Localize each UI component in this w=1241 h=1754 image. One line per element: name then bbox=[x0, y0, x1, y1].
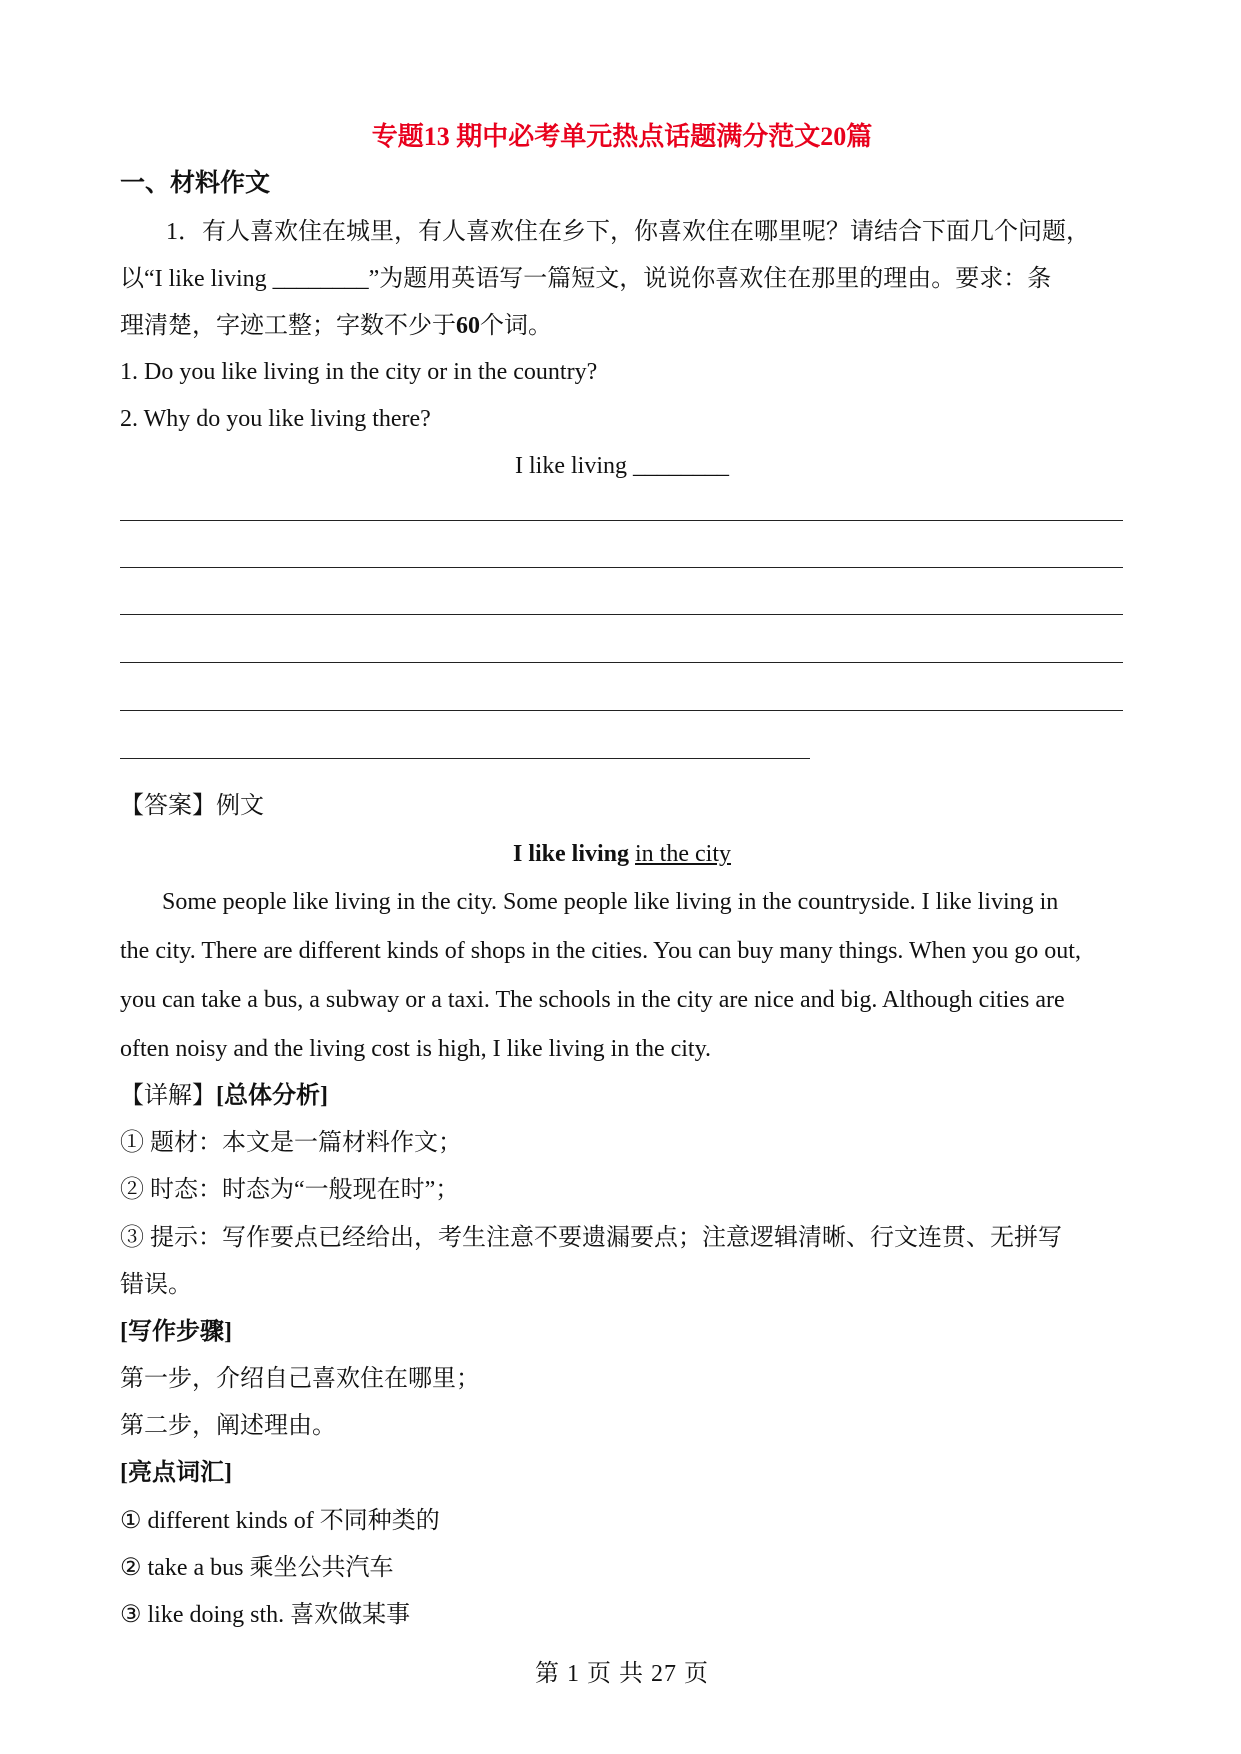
prompt-line-2: 以“I like living ________”为题用英语写一篇短文，说说你喜欢住在那里的理由。要求：条 bbox=[120, 266, 1052, 292]
vocabulary-label: [亮点词汇] bbox=[120, 1460, 232, 1486]
writing-line bbox=[120, 520, 1123, 521]
prompt-line-1: 1．有人喜欢住在城里，有人喜欢住在乡下，你喜欢住在哪里呢？请结合下面几个问题， bbox=[166, 219, 1090, 245]
answer-label: 【答案】例文 bbox=[120, 793, 264, 819]
writing-line bbox=[120, 758, 810, 759]
prompt-line-3-text-b: 个词。 bbox=[480, 313, 552, 339]
writing-line bbox=[120, 662, 1123, 663]
answer-essay-title bbox=[120, 838, 1124, 870]
document-title: 专题13 期中必考单元热点话题满分范文20篇 bbox=[371, 122, 873, 151]
vocabulary-item-2: ② take a bus 乘坐公共汽车 bbox=[120, 1555, 394, 1581]
writing-step-1: 第一步，介绍自己喜欢住在哪里； bbox=[120, 1366, 480, 1392]
essay-title-blank: I like living ________ bbox=[515, 453, 729, 479]
prompt-line-3 bbox=[120, 310, 552, 342]
answer-body-line-4: often noisy and the living cost is high, I like living in the city. bbox=[120, 1036, 712, 1062]
writing-steps-label: [写作步骤] bbox=[120, 1319, 232, 1345]
overall-analysis-label: [总体分析] bbox=[216, 1083, 328, 1109]
answer-body-line-2: the city. There are different kinds of shops in the cities. You can buy many things. When you go out, bbox=[120, 938, 1081, 964]
page-footer: 第 1 页 共 27 页 bbox=[535, 1661, 709, 1687]
writing-step-2: 第二步，阐述理由。 bbox=[120, 1413, 336, 1439]
word-count-number: 60 bbox=[456, 313, 480, 339]
answer-body-line-1: Some people like living in the city. Some people like living in the countryside. I like living in bbox=[162, 889, 1059, 915]
answer-title-underlined: in the city bbox=[635, 841, 731, 867]
vocabulary-item-1: ① different kinds of 不同种类的 bbox=[120, 1508, 440, 1534]
question-1: 1. Do you like living in the city or in the country? bbox=[120, 359, 598, 385]
analysis-item-2: ② 时态：时态为“一般现在时”； bbox=[120, 1177, 460, 1203]
document-page bbox=[120, 0, 1124, 1754]
writing-line bbox=[120, 567, 1123, 568]
question-2: 2. Why do you like living there? bbox=[120, 406, 431, 432]
answer-title-bold: I like living bbox=[512, 841, 630, 867]
answer-body-line-3: you can take a bus, a subway or a taxi. The schools in the city are nice and big. Although cities are bbox=[120, 987, 1065, 1013]
analysis-label: 【详解】 bbox=[120, 1083, 216, 1109]
vocabulary-item-3: ③ like doing sth. 喜欢做某事 bbox=[120, 1602, 411, 1628]
analysis-item-3-line-1: ③ 提示：写作要点已经给出，考生注意不要遗漏要点；注意逻辑清晰、行文连贯、无拼写 bbox=[120, 1225, 1062, 1251]
writing-line bbox=[120, 614, 1123, 615]
prompt-line-3-text-a: 理清楚，字迹工整；字数不少于 bbox=[120, 313, 456, 339]
analysis-item-1: ① 题材：本文是一篇材料作文； bbox=[120, 1130, 462, 1156]
analysis-item-3-line-2: 错误。 bbox=[120, 1272, 192, 1298]
writing-line bbox=[120, 710, 1123, 711]
analysis-heading bbox=[120, 1080, 328, 1112]
section-heading: 一、材料作文 bbox=[120, 170, 271, 197]
